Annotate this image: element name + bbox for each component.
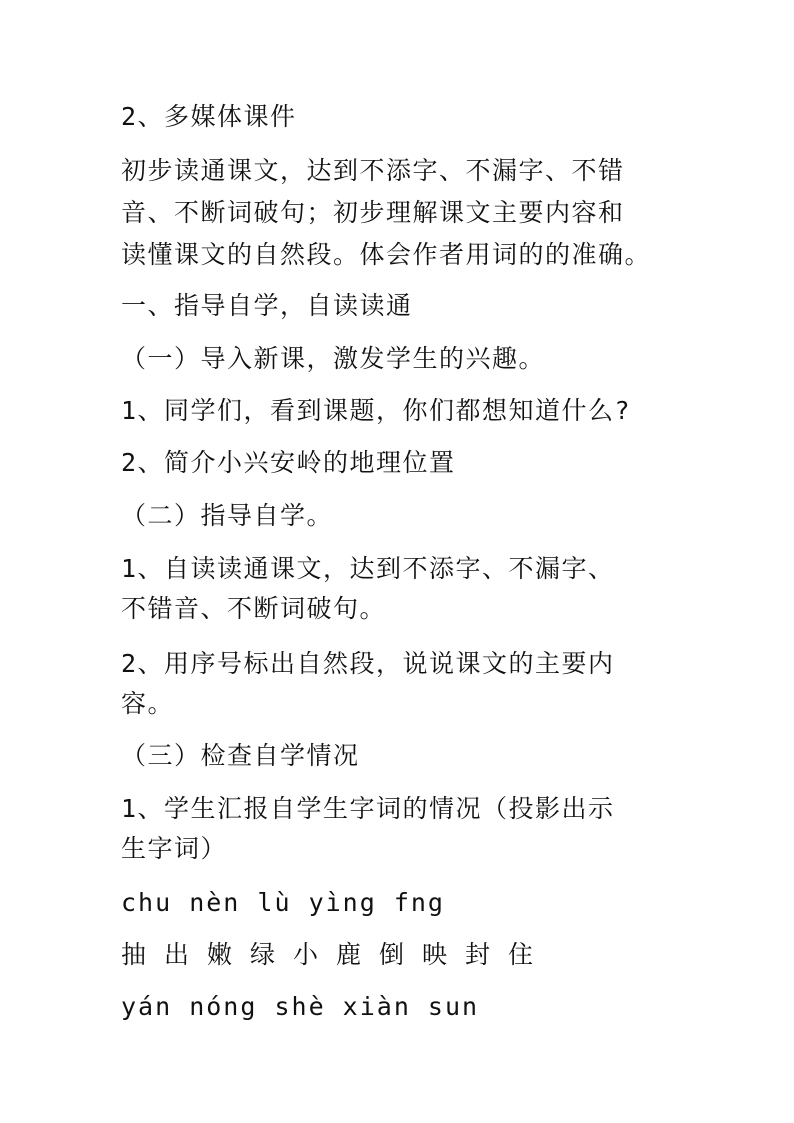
section-heading-guidance: 一、指导自学，自读读通 [121,291,413,320]
text-line-objective-3: 读懂课文的自然段。体会作者用词的的准确。 [121,240,652,269]
text-line-geography: 2、简介小兴安岭的地理位置 [121,448,456,477]
subsection-heading-self-study: （二）指导自学。 [121,501,334,530]
character-line-1: 抽出嫩绿小鹿倒映封住 [121,940,552,969]
subsection-heading-intro: （一）导入新课，激发学生的兴趣。 [121,344,546,373]
text-line-paragraphs-2: 容。 [121,689,175,718]
text-line-objective-2: 音、不断词破句；初步理解课文主要内容和 [121,198,625,227]
text-line-paragraphs-1: 2、用序号标出自然段，说说课文的主要内 [121,649,615,678]
pinyin-line-1: chu nèn lù yìng fng [121,888,445,917]
text-line-report-2: 生字词） [121,834,228,863]
text-line-report-1: 1、学生汇报自学生字词的情况（投影出示 [121,794,615,823]
text-line-materials: 2、多媒体课件 [121,102,297,131]
text-line-question: 1、同学们，看到课题，你们都想知道什么? [121,396,632,425]
subsection-heading-check: （三）检查自学情况 [121,741,360,770]
text-line-reading-1: 1、自读读通课文，达到不添字、不漏字、 [121,554,615,583]
pinyin-line-2: yán nóng shè xiàn sun [121,992,480,1021]
text-line-objective-1: 初步读通课文，达到不添字、不漏字、不错 [121,156,625,185]
text-line-reading-2: 不错音、不断词破句。 [121,594,387,623]
